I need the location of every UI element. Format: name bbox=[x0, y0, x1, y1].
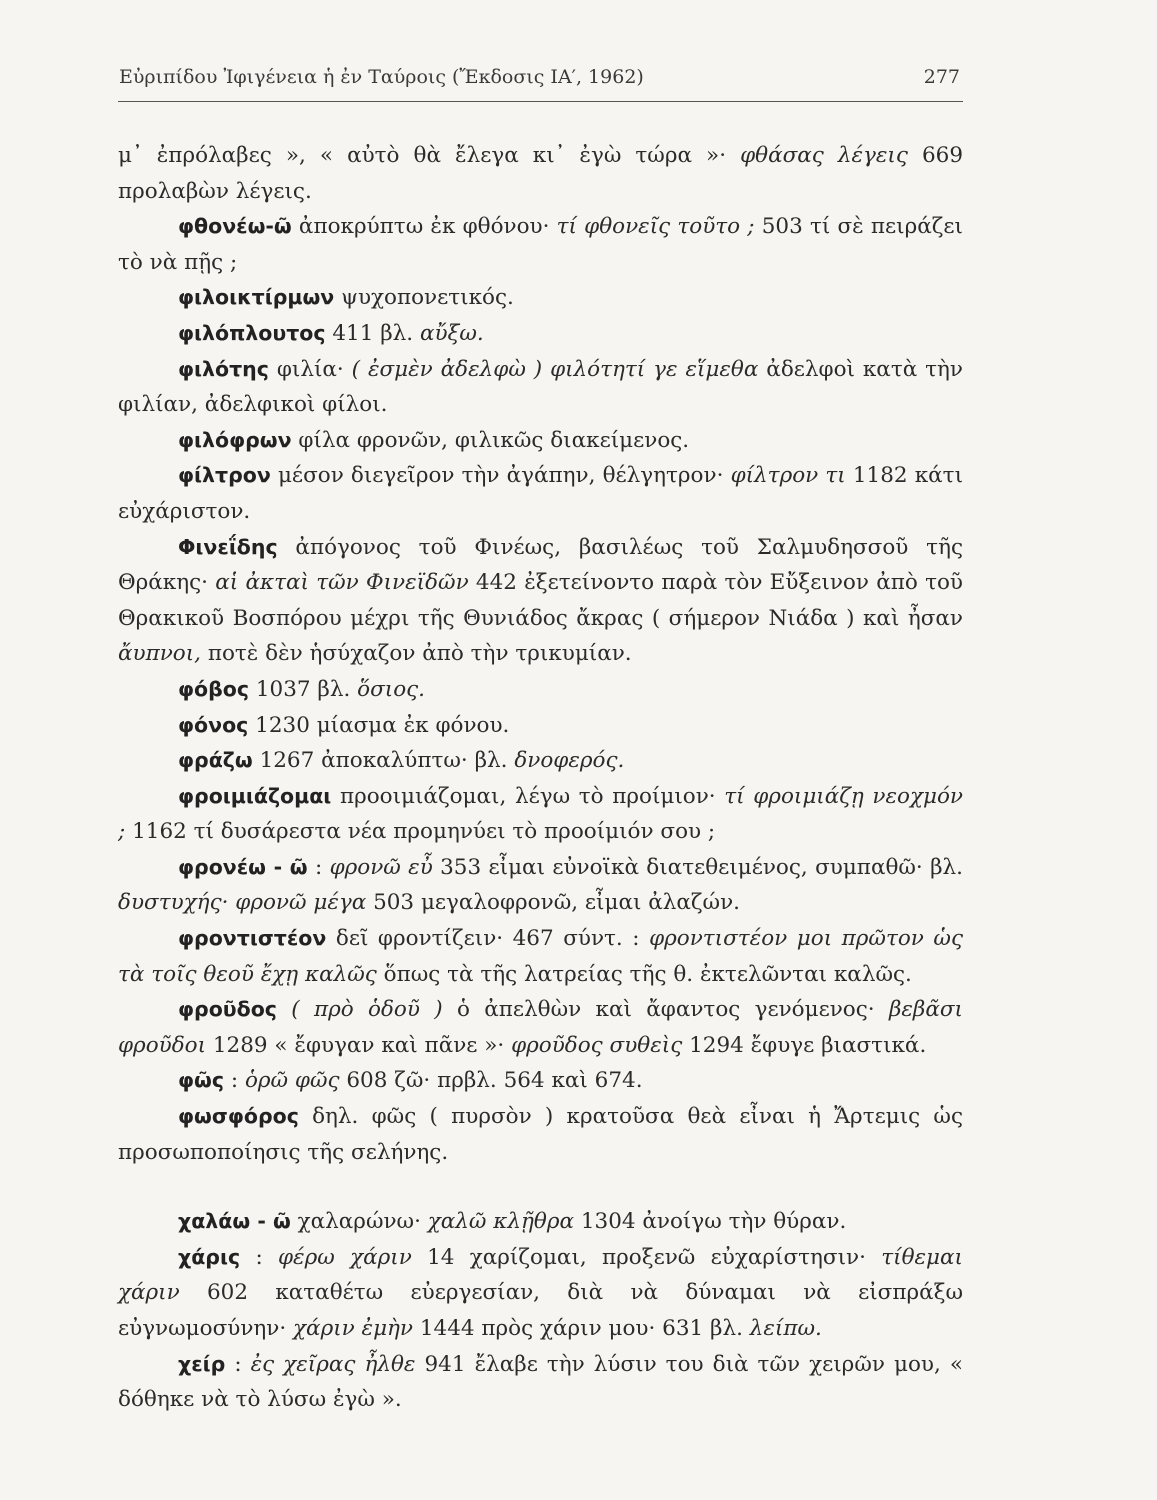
quotation: ( πρὸ ὁδοῦ ) bbox=[291, 997, 443, 1023]
gloss-text: 941 ἔλαβε τὴν λύσιν του διὰ τῶν χειρῶν μου, « δόθηκε νὰ τὸ λύσω ἐγὼ ». bbox=[118, 1351, 963, 1413]
gloss-text: : bbox=[224, 1068, 245, 1094]
gloss-text: : bbox=[225, 1351, 251, 1377]
running-header bbox=[119, 66, 962, 98]
gloss-text: : bbox=[240, 1244, 278, 1270]
entry-philoploutos bbox=[118, 316, 963, 352]
gloss-text: 669 προλαβὼν λέγεις. bbox=[118, 143, 963, 204]
headword: φόβος bbox=[178, 676, 250, 701]
gloss-text: προοιμιάζομαι, λέγω τὸ προίμιον· bbox=[331, 783, 725, 809]
quotation: βεβᾶσι φροῦδοι bbox=[118, 997, 963, 1058]
gloss-text: ψυχοπονετικός. bbox=[334, 285, 514, 311]
headword: φωσφόρος bbox=[178, 1104, 299, 1129]
gloss-text: 411 βλ. bbox=[325, 320, 420, 346]
gloss-text: 1294 ἔφυγε βιαστικά. bbox=[682, 1032, 927, 1058]
quotation: φίλτρον τι bbox=[730, 463, 846, 489]
quotation: αἱ ἀκταὶ τῶν Φινεϊδῶν bbox=[215, 570, 469, 596]
headword: χάρις bbox=[178, 1244, 241, 1269]
gloss-text: 608 ζῶ· πρβλ. 564 καὶ 674. bbox=[339, 1068, 643, 1094]
gloss-text: ἀπόγονος τοῦ Φινέως, βασιλέως τοῦ Σαλμυδησσοῦ τῆς Θράκης· bbox=[118, 534, 963, 596]
quotation: τίθεμαι χάριν bbox=[118, 1244, 963, 1306]
headword: φιλότης bbox=[178, 356, 269, 381]
entry-charis bbox=[118, 1240, 963, 1347]
headword: φιλόφρων bbox=[178, 427, 292, 452]
quotation: φροῦδος συθεὶς bbox=[511, 1032, 683, 1058]
gloss-text: : bbox=[307, 854, 330, 880]
gloss-text: ὅπως τὰ τῆς λατρείας τῆς θ. ἐκτελῶνται καλῶς. bbox=[376, 961, 912, 987]
headword: χαλάω - ῶ bbox=[178, 1209, 291, 1234]
quotation: ἐς χεῖρας ἦλθε bbox=[250, 1351, 416, 1377]
gloss-text: δηλ. φῶς ( πυρσὸν ) κρατοῦσα θεὰ εἶναι ἡ Ἄρτεμις ὡς προσωποποίησις τῆς σελήνης. bbox=[118, 1104, 963, 1165]
gloss-text: 1444 πρὸς χάριν μου· 631 βλ. bbox=[413, 1316, 750, 1341]
entry-phroimiazomai bbox=[118, 779, 963, 850]
headword: φίλτρον bbox=[178, 463, 271, 488]
gloss-text: 503 τί σὲ πειράζει τὸ νὰ πῇς ; bbox=[118, 214, 963, 275]
gloss-text: χαλαρώνω· bbox=[290, 1209, 428, 1235]
entry-philophron bbox=[118, 423, 963, 459]
entry-phthoneo bbox=[118, 209, 963, 280]
entry-chalao bbox=[118, 1204, 963, 1240]
gloss-text: 1182 κάτι εὐχάριστον. bbox=[118, 463, 963, 524]
entry-continuation bbox=[118, 138, 963, 209]
headword: φρονέω - ῶ bbox=[178, 854, 308, 879]
quotation: τί φθονεῖς τοῦτο ; bbox=[556, 214, 755, 240]
gloss-text: φίλα φρονῶν, φιλικῶς διακείμενος. bbox=[291, 427, 690, 453]
gloss-text: 1289 « ἔφυγαν καὶ πᾶνε »· bbox=[206, 1032, 512, 1058]
header-rule bbox=[118, 101, 963, 102]
gloss-text: 1162 τί δυσάρεστα νέα προμηνύει τὸ προοίμιόν σου ; bbox=[125, 819, 716, 845]
quotation: τί φροιμιάζῃ νεοχμόν ; bbox=[118, 783, 963, 845]
quotation: ἄυπνοι, bbox=[118, 641, 201, 667]
gloss-text bbox=[277, 997, 291, 1022]
gloss-text: φιλία· bbox=[268, 356, 352, 382]
headword: φιλόπλουτος bbox=[178, 320, 326, 345]
quotation: δυστυχής· φρονῶ μέγα bbox=[118, 890, 367, 916]
gloss-text: δεῖ φροντίζειν· 467 σύντ. : bbox=[326, 926, 650, 952]
gloss-text: ποτὲ δὲν ἡσύχαζον ἀπὸ τὴν τρικυμίαν. bbox=[201, 641, 632, 667]
quotation: φέρω χάριν bbox=[278, 1244, 412, 1270]
headword: φροιμιάζομαι bbox=[178, 783, 332, 808]
quotation: λείπω. bbox=[749, 1316, 822, 1341]
quotation: χαλῶ κλῇθρα bbox=[427, 1209, 574, 1235]
quotation: χάριν ἐμὴν bbox=[293, 1316, 413, 1341]
gloss-text: 14 χαρίζομαι, προξενῶ εὐχαρίστησιν· bbox=[411, 1244, 882, 1270]
page-number: 277 bbox=[923, 66, 960, 88]
gloss-text: ἀποκρύπτω ἐκ φθόνου· bbox=[291, 214, 557, 240]
entry-phineides bbox=[118, 530, 963, 672]
entry-philtron bbox=[118, 458, 963, 529]
entry-philotes bbox=[118, 352, 963, 423]
entry-phroudos bbox=[118, 992, 963, 1063]
gloss-text: 1230 μίασμα ἐκ φόνου. bbox=[248, 712, 510, 738]
gloss-text: ὁ ἀπελθὼν καὶ ἄφαντος γενόμενος· bbox=[442, 997, 889, 1023]
entry-phroneo bbox=[118, 850, 963, 921]
gloss-text: 602 καταθέτω εὐεργεσίαν, διὰ νὰ δύναμαι νὰ εἰσπράξω εὐγνωμοσύνην· bbox=[118, 1280, 963, 1341]
quotation: φροντιστέον μοι πρῶτον ὡς τὰ τοῖς θεοῦ ἔχῃ καλῶς bbox=[118, 926, 963, 987]
entry-phosphoros bbox=[118, 1099, 963, 1170]
entry-phrontisteon bbox=[118, 921, 963, 992]
headword: φροντιστέον bbox=[178, 926, 327, 951]
quotation: ὅσιος. bbox=[357, 676, 426, 702]
entry-phonos bbox=[118, 708, 963, 744]
entry-phobos bbox=[118, 672, 963, 708]
headword: φράζω bbox=[178, 748, 253, 773]
gloss-text: 1037 βλ. bbox=[249, 676, 358, 702]
glossary-body bbox=[118, 138, 963, 1418]
quotation: φθάσας λέγεις bbox=[740, 143, 908, 168]
quotation: αὔξω. bbox=[419, 320, 484, 346]
section-gap bbox=[118, 1170, 963, 1204]
gloss-text: 503 μεγαλοφρονῶ, εἶμαι ἀλαζών. bbox=[366, 890, 740, 916]
gloss-text: ἀδελφοὶ κατὰ τὴν φιλίαν, ἀδελφικοὶ φίλοι. bbox=[118, 356, 963, 418]
gloss-text: μέσον διεγεῖρον τὴν ἀγάπην, θέλγητρον· bbox=[270, 463, 731, 489]
headword: φιλοικτίρμων bbox=[178, 285, 335, 310]
entry-phrazo bbox=[118, 743, 963, 779]
quotation: ( ἐσμὲν ἀδελφὼ ) φιλότητί γε εἵμεθα bbox=[351, 356, 759, 382]
gloss-text: 442 ἐξετείνοντο παρὰ τὸν Εὔξεινον ἀπὸ τοῦ Θρακικοῦ Βοσπόρου μέχρι τῆς Θυνιάδος ἄκρας ( σήμερον Νιάδα ) καὶ ἦσαν bbox=[118, 570, 963, 631]
quotation: φρονῶ εὖ bbox=[329, 854, 433, 880]
running-title: Εὐριπίδου Ἰφιγένεια ἡ ἐν Ταύροις (Ἔκδοσις ΙΑ′, 1962) bbox=[119, 66, 644, 88]
headword: φῶς bbox=[178, 1068, 225, 1093]
gloss-text: 353 εἶμαι εὐνοϊκὰ διατεθειμένος, συμπαθῶ· βλ. bbox=[432, 854, 964, 880]
headword: φροῦδος bbox=[178, 997, 277, 1022]
headword: χείρ bbox=[178, 1351, 226, 1376]
quotation: ὁρῶ φῶς bbox=[244, 1068, 340, 1094]
gloss-text: 1304 ἀνοίγω τὴν θύραν. bbox=[574, 1209, 847, 1235]
entry-cheir bbox=[118, 1347, 963, 1418]
entry-phos bbox=[118, 1063, 963, 1099]
gloss-text: μ᾽ ἐπρόλαβες », « αὐτὸ θὰ ἔλεγα κι᾽ ἐγὼ τώρα »· bbox=[118, 143, 741, 168]
headword: φόνος bbox=[178, 712, 249, 737]
quotation: δνοφερός. bbox=[514, 748, 625, 774]
headword: Φινεΐδης bbox=[178, 534, 278, 559]
gloss-text: 1267 ἀποκαλύπτω· βλ. bbox=[252, 748, 515, 774]
entry-philoiktirmon bbox=[118, 280, 963, 316]
headword: φθονέω-ῶ bbox=[178, 214, 292, 239]
